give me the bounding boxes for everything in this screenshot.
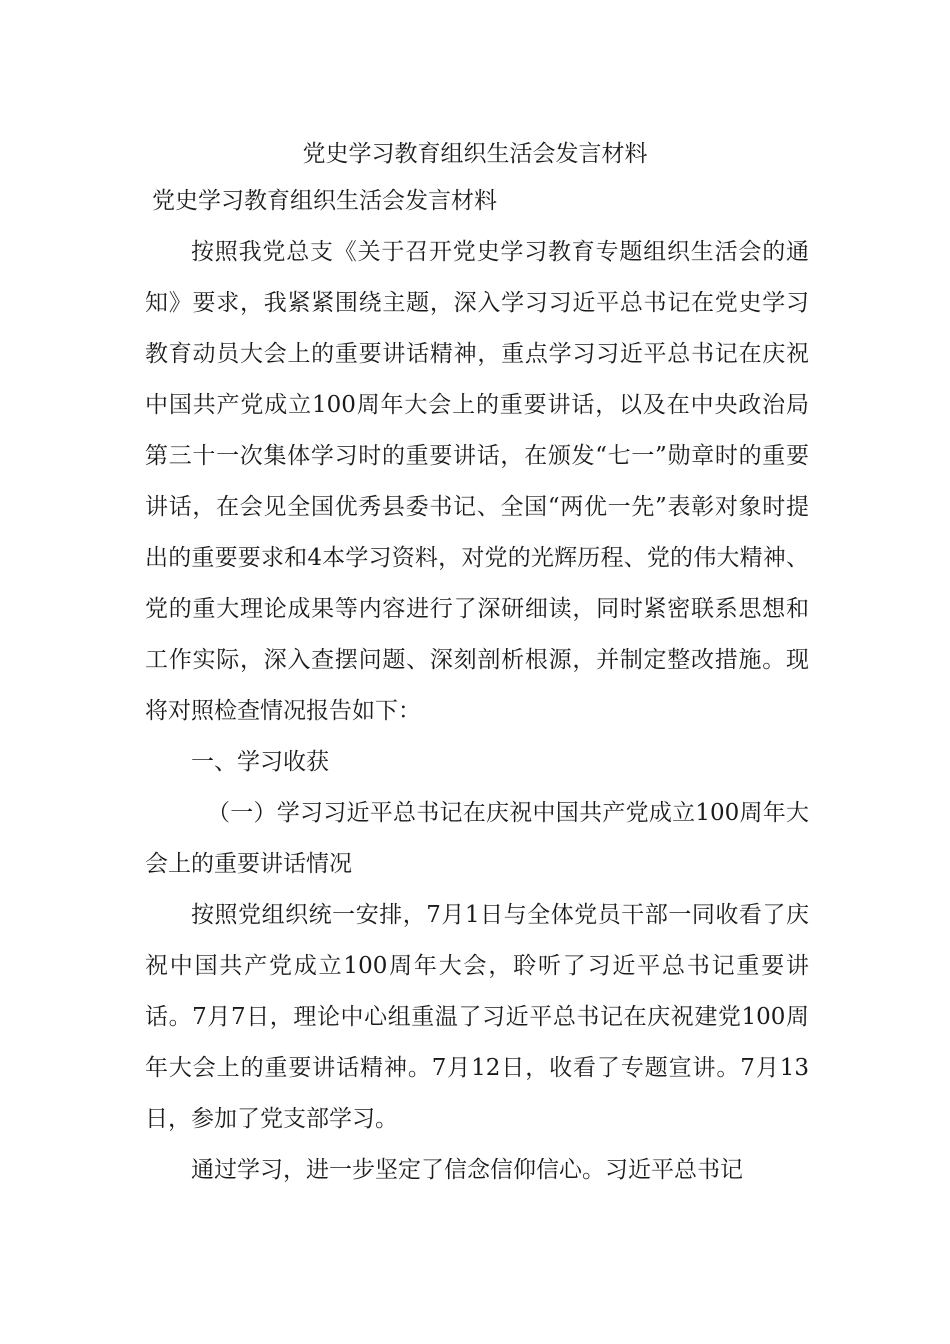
subsection-heading: （一）学习习近平总书记在庆祝中国共产党成立100周年大会上的重要讲话情况 [145,800,809,877]
section-heading: 一、学习收获 [191,749,329,775]
document-body [145,227,809,1196]
document-title: 党史学习教育组织生活会发言材料 [302,141,648,167]
paragraph-study-schedule: 按照党组织统一安排，7月1日与全体党员干部一同收看了庆祝中国共产党成立100周年大会，聆听了习近平总书记重要讲话。7月7日，理论中心组重温了习近平总书记在庆祝建党100周年大会上的重要讲话精神。7月12日，收看了专题宣讲。7月13日，参加了党支部学习。 [145,902,809,1132]
document-subtitle: 党史学习教育组织生活会发言材料 [152,188,497,214]
paragraph-study-gains: 通过学习，进一步坚定了信念信仰信心。习近平总书记 [191,1157,743,1183]
paragraph-intro: 按照我党总支《关于召开党史学习教育专题组织生活会的通知》要求，我紧紧围绕主题，深入学习习近平总书记在党史学习教育动员大会上的重要讲话精神，重点学习习近平总书记在庆祝中国共产党成立100周年大会上的重要讲话，以及在中央政治局第三十一次集体学习时的重要讲话，在颁发“七一”勋章时的重要讲话，在会见全国优秀县委书记、全国“两优一先”表彰对象时提出的重要要求和4本学习资料，对党的光辉历程、党的伟大精神、党的重大理论成果等内容进行了深研细读，同时紧密联系思想和工作实际，深入查摆问题、深刻剖析根源，并制定整改措施。现将对照检查情况报告如下： [145,239,809,724]
